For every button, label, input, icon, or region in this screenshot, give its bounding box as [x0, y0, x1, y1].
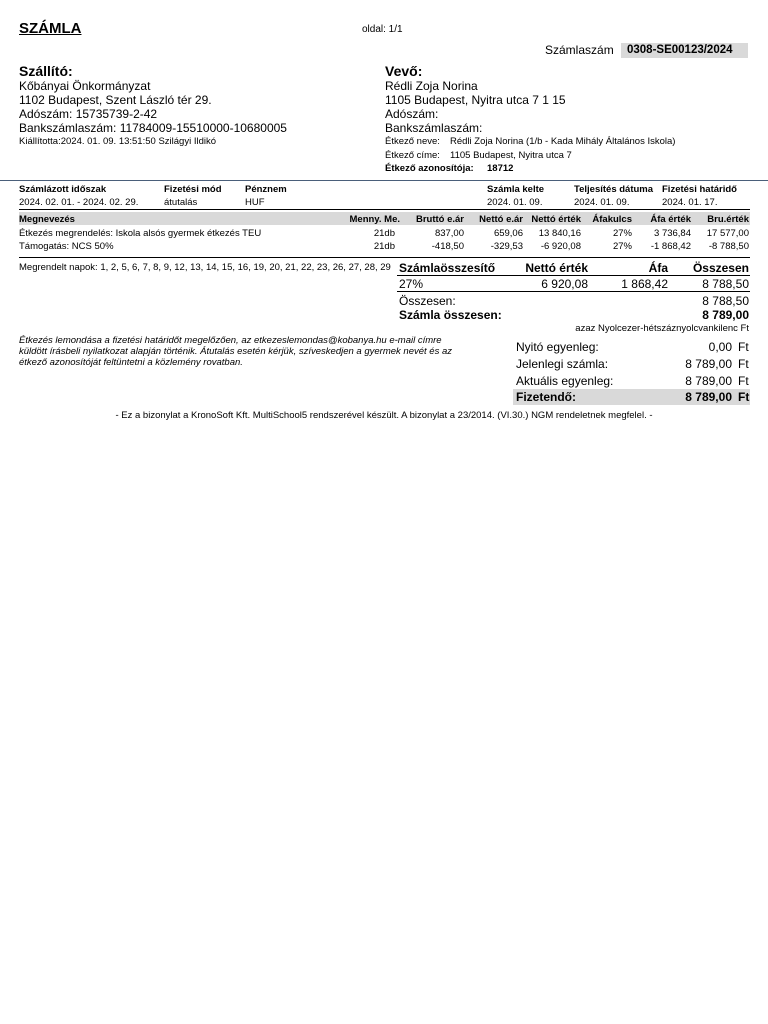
summary-total-header: Összesen	[692, 261, 749, 275]
eater-address: 1105 Budapest, Nyitra utca 7	[450, 150, 572, 161]
invoice-date-label: Számla kelte	[487, 184, 545, 195]
due-date: 2024. 01. 17.	[662, 197, 718, 208]
col-vat-rate-header: Áfakulcs	[592, 214, 632, 225]
col-net-value-header: Nettó érték	[531, 214, 581, 225]
supplier-address: 1102 Budapest, Szent László tér 29.	[19, 93, 212, 107]
col-net-unit-header: Nettó e.ár	[479, 214, 523, 225]
col-qty-header: Menny. Me.	[349, 214, 400, 225]
buyer-heading: Vevő:	[385, 63, 423, 79]
period: 2024. 02. 01. - 2024. 02. 29.	[19, 197, 139, 208]
table-row-gross-unit: -418,50	[431, 241, 464, 252]
divider	[19, 257, 750, 258]
table-row-gross-value: -8 788,50	[708, 241, 749, 252]
currency-unit: Ft	[738, 357, 749, 371]
invoice-total: 8 789,00	[702, 308, 749, 322]
supplier-bank-account: Bankszámlaszám: 11784009-15510000-10680005	[19, 121, 287, 135]
opening-balance-label: Nyitó egyenleg:	[516, 340, 599, 354]
currency-unit: Ft	[738, 374, 749, 388]
total-in-words: azaz Nyolcezer-hétszáznyolcvankilenc Ft	[575, 323, 749, 334]
actual-balance: 8 789,00	[685, 374, 732, 388]
summary-total: 8 788,50	[702, 294, 749, 308]
table-row-gross-value: 17 577,00	[706, 228, 749, 239]
col-gross-unit-header: Bruttó e.ár	[415, 214, 464, 225]
payment-method-label: Fizetési mód	[164, 184, 222, 195]
table-row-vat-rate: 27%	[612, 241, 632, 252]
supplier-tax-id: Adószám: 15735739-2-42	[19, 107, 158, 121]
cancellation-note: Étkezés lemondása a fizetési határidőt megelőzően, az etkezeslemondas@kobanya.hu e-mail címre küldött írásbeli nyilatkozat alapján történik. Átutalás esetén kérjük, szíveskedjen a gyermek nevét és az étkező azonosítóját feltüntetni a közlemény rovatban.	[19, 335, 453, 368]
eater-address-label: Étkező címe:	[385, 150, 440, 161]
table-row-qty: 21db	[373, 228, 395, 239]
opening-balance: 0,00	[708, 340, 732, 354]
table-row-name: Támogatás: NCS 50%	[19, 241, 114, 252]
table-row-vat-value: 3 736,84	[654, 228, 691, 239]
divider	[0, 180, 768, 181]
summary-vat: 1 868,42	[621, 277, 668, 291]
col-gross-value-header: Bru.érték	[707, 214, 749, 225]
summary-total-label: Összesen:	[399, 294, 456, 308]
actual-balance-label: Aktuális egyenleg:	[516, 374, 614, 388]
current-invoice: 8 789,00	[685, 357, 732, 371]
fulfillment-date: 2024. 01. 09.	[574, 197, 630, 208]
eater-name-label: Étkező neve:	[385, 136, 440, 147]
summary-heading: Számlaösszesítő	[399, 261, 496, 275]
invoice-number-label: Számlaszám	[545, 43, 614, 57]
supplier-name: Kőbányai Önkormányzat	[19, 79, 151, 93]
table-row-name: Étkezés megrendelés: Iskola alsós gyermek étkezés TEU	[19, 228, 262, 239]
buyer-name: Rédli Zoja Norina	[385, 79, 478, 93]
table-row-vat-value: -1 868,42	[650, 241, 691, 252]
eater-name: Rédli Zoja Norina (1/b - Kada Mihály Általános Iskola)	[450, 136, 676, 147]
summary-gross: 8 788,50	[702, 277, 749, 291]
table-row-net-value: 13 840,16	[538, 228, 581, 239]
table-row-net-unit: 659,06	[493, 228, 523, 239]
buyer-address: 1105 Budapest, Nyitra utca 7 1 15	[385, 93, 566, 107]
period-label: Számlázott időszak	[19, 184, 107, 195]
invoice-total-label: Számla összesen:	[399, 308, 502, 322]
payable-label: Fizetendő:	[516, 390, 576, 404]
document-title: SZÁMLA	[19, 20, 82, 37]
table-row-qty: 21db	[373, 241, 395, 252]
eater-id: 18712	[487, 163, 514, 174]
current-invoice-label: Jelenlegi számla:	[516, 357, 609, 371]
divider	[19, 209, 750, 210]
buyer-bank-account: Bankszámlaszám:	[385, 121, 483, 135]
invoice-date: 2024. 01. 09.	[487, 197, 543, 208]
ordered-days: Megrendelt napok: 1, 2, 5, 6, 7, 8, 9, 12, 13, 14, 15, 16, 19, 20, 21, 22, 23, 26, 27, 28, 29	[19, 262, 391, 273]
invoice-number: 0308-SE00123/2024	[621, 43, 748, 58]
currency-unit: Ft	[738, 340, 749, 354]
currency-unit: Ft	[738, 390, 750, 404]
col-name-header: Megnevezés	[19, 214, 75, 225]
table-row-net-unit: -329,53	[490, 241, 523, 252]
footer-note: - Ez a bizonylat a KronoSoft Kft. MultiSchool5 rendszerével készült. A bizonylat a 23/2014. (VI.30.) NGM rendeletnek megfelel. -	[115, 410, 653, 421]
table-row-gross-unit: 837,00	[434, 228, 464, 239]
due-date-label: Fizetési határidő	[662, 184, 737, 195]
summary-net-header: Nettó érték	[525, 261, 588, 275]
divider	[397, 291, 750, 292]
summary-vat-header: Áfa	[648, 261, 668, 275]
currency-label: Pénznem	[245, 184, 287, 195]
currency: HUF	[245, 197, 265, 208]
divider	[397, 275, 750, 276]
payable-amount: 8 789,00	[685, 390, 732, 404]
eater-id-label: Étkező azonosítója:	[385, 163, 474, 174]
page-number: oldal: 1/1	[362, 24, 403, 35]
col-vat-value-header: Áfa érték	[650, 214, 691, 225]
issued-by: Kiállította:2024. 01. 09. 13:51:50 Szilágyi Ildikó	[19, 136, 216, 147]
buyer-tax-id: Adószám:	[385, 107, 439, 121]
supplier-heading: Szállító:	[19, 63, 73, 79]
fulfillment-date-label: Teljesítés dátuma	[574, 184, 654, 195]
summary-net: 6 920,08	[541, 277, 588, 291]
table-row-net-value: -6 920,08	[540, 241, 581, 252]
payment-method: átutalás	[164, 197, 198, 208]
summary-rate: 27%	[399, 277, 424, 291]
table-row-vat-rate: 27%	[612, 228, 632, 239]
